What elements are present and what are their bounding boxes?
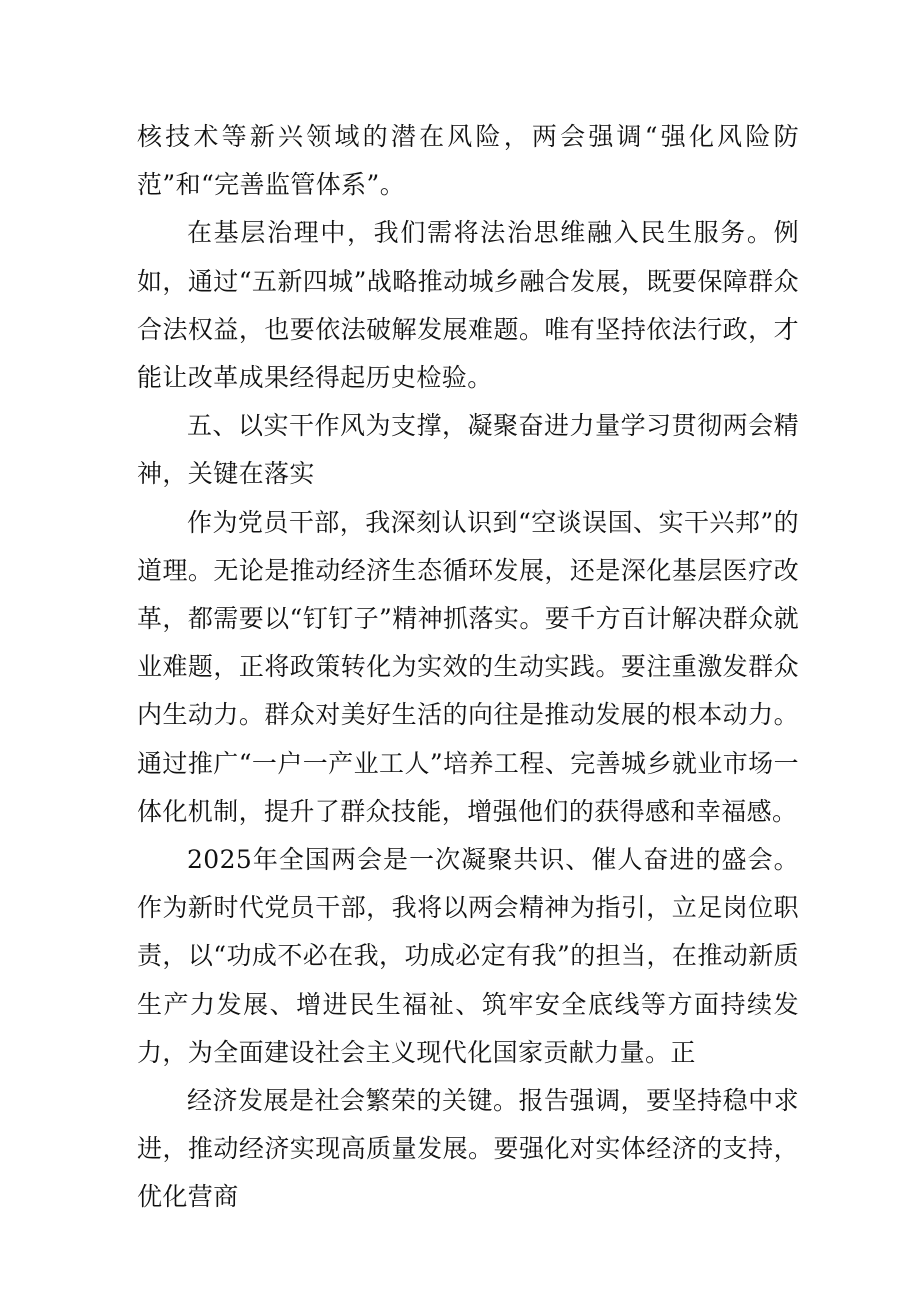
paragraph-3: 作为党员干部，我深刻认识到“空谈误国、实干兴邦”的道理。无论是推动经济生态循环发展，还是深化基层医疗改革，都需要以“钉钉子”精神抓落实。要千方百计解决群众就业难题，正将政策转化为实效的生动实践。要注重激发群众内生动力。群众对美好生活的向往是推动发展的根本动力。通过推广“一户一产业工人”培养工程、完善城乡就业市场一体化机制，提升了群众技能，增强他们的获得感和幸福感。 xyxy=(137,507,799,826)
paragraph-2: 在基层治理中，我们需将法治思维融入民生服务。例如，通过“五新四城”战略推动城乡融合发展，既要保障群众合法权益，也要依法破解发展难题。唯有坚持依法行政，才能让改革成果经得起历史检验。 xyxy=(137,218,799,393)
document-body xyxy=(137,113,799,1222)
paragraph-4: 2025年全国两会是一次凝聚共识、催人奋进的盛会。作为新时代党员干部，我将以两会精神为指引，立足岗位职责，以“功成不必在我，功成必定有我”的担当，在推动新质生产力发展、增进民生福祉、筑牢安全底线等方面持续发力，为全面建设社会主义现代化国家贡献力量。正 xyxy=(137,845,799,1067)
section-heading-5: 五、以实干作风为支撑，凝聚奋进力量学习贯彻两会精神，关键在落实 xyxy=(137,411,799,489)
paragraph-1: 核技术等新兴领域的潜在风险，两会强调“强化风险防范”和“完善监管体系”。 xyxy=(137,122,799,200)
paragraph-5: 经济发展是社会繁荣的关键。报告强调，要坚持稳中求进，推动经济实现高质量发展。要强化对实体经济的支持，优化营商 xyxy=(137,1086,799,1212)
